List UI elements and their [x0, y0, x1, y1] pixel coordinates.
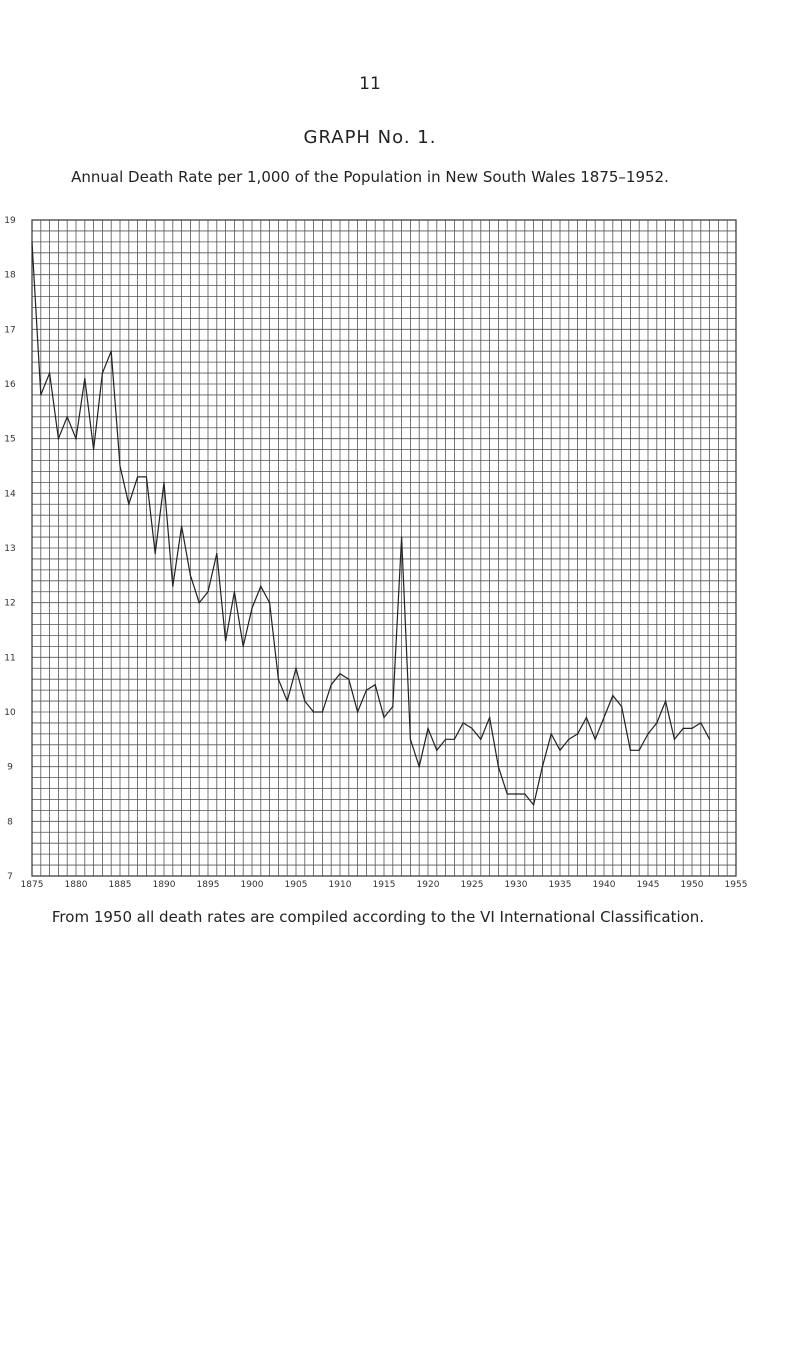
- data-point: [84, 378, 85, 379]
- chart-series: [31, 241, 710, 805]
- data-point: [639, 750, 640, 751]
- data-point: [216, 553, 217, 554]
- x-axis-labels: [21, 880, 748, 890]
- data-point: [419, 766, 420, 767]
- data-point: [375, 684, 376, 685]
- data-point: [111, 351, 112, 352]
- data-point: [463, 722, 464, 723]
- data-point: [67, 416, 68, 417]
- data-point: [515, 793, 516, 794]
- data-point: [40, 394, 41, 395]
- data-point: [542, 766, 543, 767]
- data-point: [471, 728, 472, 729]
- y-tick-label: 15: [4, 434, 16, 445]
- chart-grid: [32, 220, 736, 876]
- x-tick-label: 1945: [636, 880, 660, 890]
- data-point: [700, 722, 701, 723]
- data-point: [58, 438, 59, 439]
- data-point: [287, 700, 288, 701]
- x-tick-label: 1900: [240, 880, 264, 890]
- data-point: [128, 504, 129, 505]
- x-tick-label: 1920: [416, 880, 440, 890]
- data-point: [348, 679, 349, 680]
- data-point: [313, 711, 314, 712]
- data-point: [524, 793, 525, 794]
- data-point: [331, 684, 332, 685]
- x-tick-label: 1875: [20, 880, 44, 890]
- data-point: [357, 711, 358, 712]
- y-tick-label: 9: [7, 762, 13, 773]
- data-point: [146, 476, 147, 477]
- data-point: [278, 679, 279, 680]
- y-tick-label: 17: [4, 325, 16, 336]
- x-tick-label: 1925: [460, 880, 484, 890]
- footnote: From 1950 all death rates are compiled according to the VI International Classification.: [51, 908, 705, 926]
- data-point: [383, 717, 384, 718]
- data-point: [137, 476, 138, 477]
- y-tick-label: 19: [4, 216, 16, 226]
- x-tick-label: 1915: [372, 880, 396, 890]
- data-point: [603, 717, 604, 718]
- x-tick-label: 1950: [680, 880, 704, 890]
- data-point: [190, 575, 191, 576]
- data-point: [709, 739, 710, 740]
- data-point: [304, 700, 305, 701]
- data-point: [436, 750, 437, 751]
- data-point: [31, 241, 32, 242]
- x-tick-label: 1885: [108, 880, 132, 890]
- graph-subtitle: Annual Death Rate per 1,000 of the Population in New South Wales 1875–1952.: [71, 168, 669, 186]
- data-point: [454, 739, 455, 740]
- data-point: [225, 640, 226, 641]
- page-number: 11: [359, 74, 381, 94]
- x-tick-label: 1935: [548, 880, 572, 890]
- data-point: [172, 586, 173, 587]
- data-point: [181, 526, 182, 527]
- data-point: [163, 482, 164, 483]
- y-tick-label: 18: [4, 270, 16, 281]
- data-point: [75, 438, 76, 439]
- x-tick-label: 1880: [64, 880, 88, 890]
- data-point: [595, 739, 596, 740]
- data-point: [647, 733, 648, 734]
- y-tick-label: 7: [7, 872, 13, 882]
- data-point: [119, 465, 120, 466]
- data-point: [295, 668, 296, 669]
- y-tick-label: 11: [4, 653, 16, 664]
- data-point: [269, 602, 270, 603]
- y-tick-label: 8: [7, 817, 13, 828]
- data-point: [630, 750, 631, 751]
- data-point: [665, 700, 666, 701]
- data-point: [366, 690, 367, 691]
- data-point: [621, 706, 622, 707]
- x-tick-label: 1890: [152, 880, 176, 890]
- data-point: [656, 722, 657, 723]
- data-point: [480, 739, 481, 740]
- data-point: [498, 766, 499, 767]
- data-point: [674, 739, 675, 740]
- data-point: [427, 728, 428, 729]
- y-tick-label: 16: [4, 380, 16, 390]
- data-point: [401, 536, 402, 537]
- data-point: [568, 739, 569, 740]
- data-point: [683, 728, 684, 729]
- data-point: [93, 449, 94, 450]
- death-rate-series-line: [32, 242, 710, 805]
- data-point: [207, 591, 208, 592]
- data-point: [489, 717, 490, 718]
- data-point: [322, 711, 323, 712]
- data-point: [251, 608, 252, 609]
- data-point: [392, 706, 393, 707]
- x-tick-label: 1955: [724, 880, 748, 890]
- y-axis-labels: [4, 216, 16, 882]
- data-point: [234, 591, 235, 592]
- x-tick-label: 1910: [328, 880, 352, 890]
- data-point: [551, 733, 552, 734]
- data-point: [691, 728, 692, 729]
- death-rate-line-chart: [0, 190, 800, 900]
- y-tick-label: 13: [4, 544, 16, 554]
- data-point: [586, 717, 587, 718]
- data-point: [243, 646, 244, 647]
- data-point: [612, 695, 613, 696]
- data-point: [577, 733, 578, 734]
- x-tick-label: 1895: [196, 880, 220, 890]
- x-tick-label: 1930: [504, 880, 528, 890]
- graph-title: GRAPH No. 1.: [303, 127, 437, 148]
- data-point: [533, 804, 534, 805]
- data-point: [155, 553, 156, 554]
- data-point: [260, 586, 261, 587]
- data-point: [410, 739, 411, 740]
- data-point: [507, 793, 508, 794]
- data-point: [559, 750, 560, 751]
- x-tick-label: 1940: [592, 880, 616, 890]
- y-tick-label: 10: [4, 708, 16, 718]
- data-point: [445, 739, 446, 740]
- data-point: [199, 602, 200, 603]
- x-tick-label: 1905: [284, 880, 308, 890]
- data-point: [49, 372, 50, 373]
- y-tick-label: 14: [4, 489, 16, 500]
- data-point: [102, 372, 103, 373]
- data-point: [339, 673, 340, 674]
- y-tick-label: 12: [4, 598, 16, 609]
